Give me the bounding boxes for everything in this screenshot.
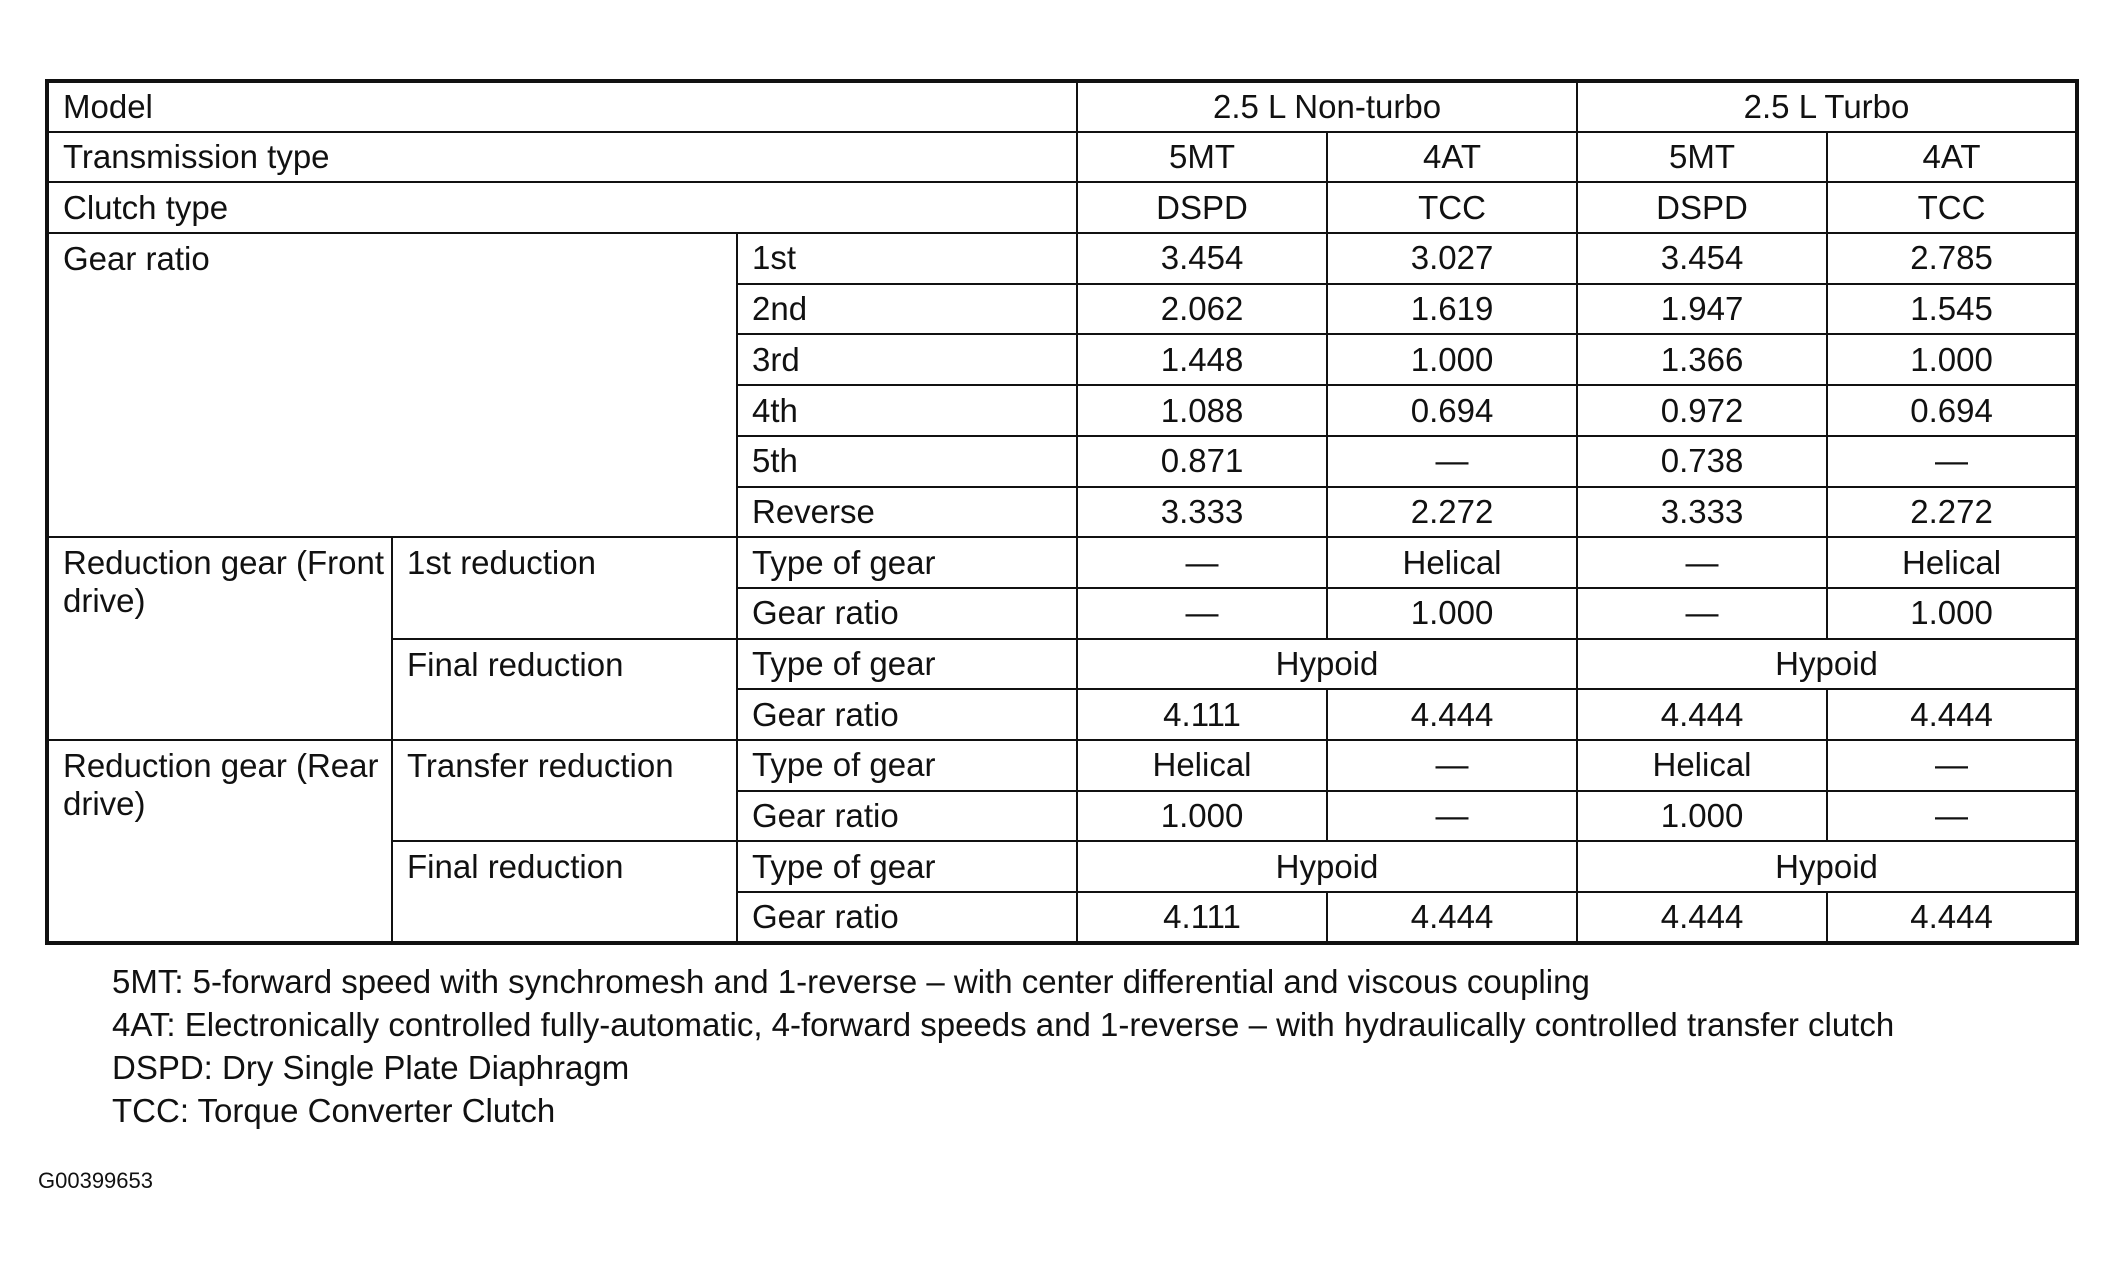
type-of-gear-label: Type of gear bbox=[737, 740, 1077, 791]
gear-type-value: — bbox=[1077, 537, 1327, 588]
gear-name: 1st bbox=[737, 233, 1077, 284]
footnote-dspd: DSPD: Dry Single Plate Diaphragm bbox=[112, 1049, 630, 1086]
gear-value: 0.871 bbox=[1077, 436, 1327, 487]
model-turbo: 2.5 L Turbo bbox=[1577, 81, 2077, 132]
gear-ratio-label: Gear ratio bbox=[47, 233, 737, 537]
gear-value: 1.619 bbox=[1327, 284, 1577, 335]
gear-name: 4th bbox=[737, 385, 1077, 436]
figure-id: G00399653 bbox=[38, 1168, 153, 1193]
gear-value: 3.454 bbox=[1077, 233, 1327, 284]
ratio-value: 4.444 bbox=[1827, 892, 2077, 943]
ratio-value: 4.444 bbox=[1327, 892, 1577, 943]
gear-type-value: Helical bbox=[1077, 740, 1327, 791]
clutch-value: DSPD bbox=[1077, 182, 1327, 233]
gear-value: 0.694 bbox=[1827, 385, 2077, 436]
ratio-value: 4.444 bbox=[1577, 892, 1827, 943]
ratio-value: 4.444 bbox=[1827, 689, 2077, 740]
gear-value: 1.000 bbox=[1327, 334, 1577, 385]
ratio-value: 1.000 bbox=[1827, 588, 2077, 639]
gear-value: 2.785 bbox=[1827, 233, 2077, 284]
gear-type-value: Hypoid bbox=[1577, 639, 2077, 690]
gear-value: 3.333 bbox=[1577, 487, 1827, 538]
gear-value: 2.062 bbox=[1077, 284, 1327, 335]
gear-type-value: Helical bbox=[1327, 537, 1577, 588]
gear-type-value: — bbox=[1577, 537, 1827, 588]
type-of-gear-label: Type of gear bbox=[737, 537, 1077, 588]
gear-row-1st bbox=[47, 233, 2077, 284]
model-non-turbo: 2.5 L Non-turbo bbox=[1077, 81, 1577, 132]
rear-transfer-reduction-label: Transfer reduction bbox=[392, 740, 737, 841]
clutch-label: Clutch type bbox=[47, 182, 1077, 233]
front-1st-reduction-type-row bbox=[47, 537, 2077, 588]
gear-name: 5th bbox=[737, 436, 1077, 487]
gear-value: 2.272 bbox=[1827, 487, 2077, 538]
specification-table bbox=[45, 79, 2079, 945]
gear-value: 0.972 bbox=[1577, 385, 1827, 436]
type-of-gear-label: Type of gear bbox=[737, 841, 1077, 892]
transmission-value: 5MT bbox=[1077, 132, 1327, 183]
gear-name: Reverse bbox=[737, 487, 1077, 538]
rear-transfer-reduction-type-row bbox=[47, 740, 2077, 791]
gear-ratio-sub-label: Gear ratio bbox=[737, 588, 1077, 639]
ratio-value: — bbox=[1577, 588, 1827, 639]
gear-value: 1.088 bbox=[1077, 385, 1327, 436]
rear-final-reduction-label: Final reduction bbox=[392, 841, 737, 942]
gear-value: — bbox=[1827, 436, 2077, 487]
ratio-value: 4.444 bbox=[1577, 689, 1827, 740]
ratio-value: — bbox=[1327, 791, 1577, 842]
ratio-value: — bbox=[1827, 791, 2077, 842]
gear-name: 2nd bbox=[737, 284, 1077, 335]
gear-type-value: Helical bbox=[1577, 740, 1827, 791]
clutch-row bbox=[47, 182, 2077, 233]
gear-value: 1.545 bbox=[1827, 284, 2077, 335]
model-label: Model bbox=[47, 81, 1077, 132]
gear-value: 1.000 bbox=[1827, 334, 2077, 385]
ratio-value: 4.111 bbox=[1077, 689, 1327, 740]
transmission-label: Transmission type bbox=[47, 132, 1077, 183]
footnote-4at: 4AT: Electronically controlled fully-automatic, 4-forward speeds and 1-reverse – with hydraulically controlled transfer clutch bbox=[112, 1006, 1895, 1043]
gear-ratio-sub-label: Gear ratio bbox=[737, 689, 1077, 740]
transmission-value: 4AT bbox=[1327, 132, 1577, 183]
ratio-value: 4.444 bbox=[1327, 689, 1577, 740]
transmission-row bbox=[47, 132, 2077, 183]
gear-ratio-sub-label: Gear ratio bbox=[737, 791, 1077, 842]
clutch-value: TCC bbox=[1827, 182, 2077, 233]
front-1st-reduction-label: 1st reduction bbox=[392, 537, 737, 638]
ratio-value: 4.111 bbox=[1077, 892, 1327, 943]
front-final-reduction-label: Final reduction bbox=[392, 639, 737, 740]
footnote-5mt: 5MT: 5-forward speed with synchromesh and 1-reverse – with center differential and viscous coupling bbox=[112, 963, 1590, 1000]
type-of-gear-label: Type of gear bbox=[737, 639, 1077, 690]
gear-name: 3rd bbox=[737, 334, 1077, 385]
clutch-value: DSPD bbox=[1577, 182, 1827, 233]
gear-value: 3.027 bbox=[1327, 233, 1577, 284]
gear-value: 1.947 bbox=[1577, 284, 1827, 335]
gear-ratio-sub-label: Gear ratio bbox=[737, 892, 1077, 943]
gear-type-value: Hypoid bbox=[1077, 639, 1577, 690]
transmission-value: 5MT bbox=[1577, 132, 1827, 183]
gear-value: 0.738 bbox=[1577, 436, 1827, 487]
gear-type-value: Hypoid bbox=[1077, 841, 1577, 892]
ratio-value: 1.000 bbox=[1077, 791, 1327, 842]
clutch-value: TCC bbox=[1327, 182, 1577, 233]
gear-value: 0.694 bbox=[1327, 385, 1577, 436]
gear-value: 1.448 bbox=[1077, 334, 1327, 385]
footnotes bbox=[112, 960, 1894, 1132]
gear-value: — bbox=[1327, 436, 1577, 487]
gear-value: 3.333 bbox=[1077, 487, 1327, 538]
gear-value: 3.454 bbox=[1577, 233, 1827, 284]
ratio-value: 1.000 bbox=[1327, 588, 1577, 639]
ratio-value: — bbox=[1077, 588, 1327, 639]
ratio-value: 1.000 bbox=[1577, 791, 1827, 842]
gear-type-value: — bbox=[1827, 740, 2077, 791]
gear-type-value: Helical bbox=[1827, 537, 2077, 588]
gear-value: 1.366 bbox=[1577, 334, 1827, 385]
gear-type-value: Hypoid bbox=[1577, 841, 2077, 892]
rear-drive-label: Reduction gear (Rear drive) bbox=[47, 740, 392, 943]
front-drive-label: Reduction gear (Front drive) bbox=[47, 537, 392, 740]
transmission-value: 4AT bbox=[1827, 132, 2077, 183]
model-row bbox=[47, 81, 2077, 132]
gear-type-value: — bbox=[1327, 740, 1577, 791]
footnote-tcc: TCC: Torque Converter Clutch bbox=[112, 1092, 556, 1129]
gear-value: 2.272 bbox=[1327, 487, 1577, 538]
